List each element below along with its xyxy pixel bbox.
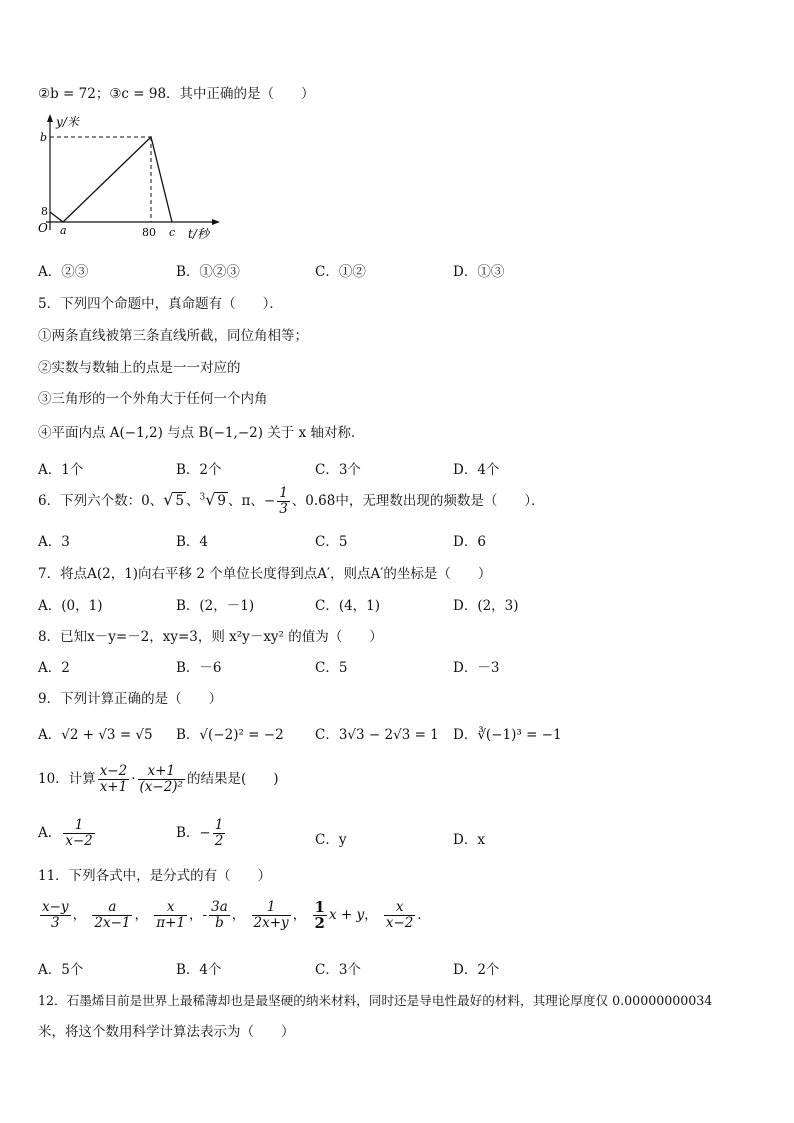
- q9-option-d[interactable]: D．∛(−1)³ = −1: [453, 727, 562, 743]
- q5-item-4: ④平面内点 A(−1,2) 与点 B(−1,−2) 关于 x 轴对称．: [38, 425, 365, 441]
- graph-line: [50, 137, 172, 222]
- q4-distance-time-graph: [36, 112, 226, 242]
- fraction-x-2-over-x+1: $\frac{x-2}{x+1}$: [99, 763, 128, 795]
- q7-option-b[interactable]: B．(2，－1): [176, 598, 255, 614]
- q11-expressions: $\frac{x-y}{3}$ ， $\frac{a}{2x-1}$ ， $\frac{x}{\pi+1}$ ，- $\frac{3a}{b}$ ， $\frac{1}{2x+y}$ ， $\frac{1}{2}$ x + y， $\frac{x}{x-2}$ ．: [42, 898, 431, 932]
- cbrt9: √ 9: [205, 490, 227, 509]
- fraction-x+1-over-x-2-squared: $\frac{x+1}{\text{(x−2)²}}$: [139, 763, 183, 795]
- q10-options: [38, 818, 738, 854]
- q7-option-c[interactable]: C．(4，1): [315, 598, 381, 614]
- q9-option-b[interactable]: B．√(−2)² = −2: [176, 727, 284, 743]
- q12-stem-line2: 米，将这个数用科学计算法表示为（ ）: [38, 1024, 295, 1040]
- q9-option-c[interactable]: C．3√3 − 2√3 = 1: [315, 727, 439, 743]
- y-axis-label: y/米: [56, 115, 79, 129]
- q9-options: [38, 723, 738, 741]
- q8-stem: 8．已知x－y=－2，xy=3，则 x²y－xy² 的值为（ ）: [38, 629, 383, 645]
- q5-options: [38, 458, 738, 476]
- q10-stem-suffix: 的结果是( ): [186, 771, 279, 787]
- q6-option-a[interactable]: A．3: [38, 534, 70, 550]
- q4-option-a[interactable]: A．②③: [38, 264, 89, 280]
- q6-stem: 6．下列六个数：0、√ 5 、$^3$√ 9 、π、− $\frac{1}{3}$ 、0.6̇8̇中，无理数出现的频数是（ ）．: [38, 485, 545, 517]
- q8-option-a[interactable]: A．2: [38, 660, 70, 676]
- x-axis-arrow: [212, 219, 220, 225]
- origin-label: O: [38, 221, 48, 235]
- q4-option-d[interactable]: D．①③: [453, 264, 505, 280]
- q8-option-d[interactable]: D．－3: [453, 660, 500, 676]
- q6-options: [38, 530, 738, 548]
- q12-stem-line1: 12．石墨烯目前是世界上最稀薄却也是最坚硬的纳米材料，同时还是导电性最好的材料，其理论厚度仅 0.00000000034: [38, 993, 713, 1008]
- q4-options: [38, 260, 738, 278]
- y-tick-8: 8: [41, 205, 48, 218]
- q11-options: [38, 958, 738, 976]
- x-tick-80: 80: [142, 226, 156, 239]
- q7-stem: 7．将点A(2，1)向右平移 2 个单位长度得到点A′，则点A′的坐标是（ ）: [38, 566, 492, 582]
- q4-option-c[interactable]: C．①②: [315, 264, 366, 280]
- q10-option-d[interactable]: D．x: [453, 832, 485, 848]
- fraction-1-3: $\frac{1}{3}$: [279, 485, 288, 517]
- q7-option-d[interactable]: D．(2，3): [453, 598, 519, 614]
- q10-stem-prefix: 10．计算: [38, 771, 96, 787]
- x-tick-a: a: [60, 224, 67, 237]
- y-axis-arrow: [47, 114, 53, 122]
- q9-stem: 9．下列计算正确的是（ ）: [38, 691, 223, 707]
- q11-option-a[interactable]: A．5个: [38, 962, 84, 978]
- q10-option-a[interactable]: A． $\frac{1}{x-2}$: [38, 817, 93, 849]
- y-tick-b: b: [40, 131, 48, 144]
- q6-stem-prefix: 6．下列六个数：0、: [38, 493, 164, 509]
- q7-option-a[interactable]: A．(0，1): [38, 598, 103, 614]
- q6-option-d[interactable]: D．6: [453, 534, 486, 550]
- q11-option-b[interactable]: B．4个: [176, 962, 222, 978]
- q5-option-c[interactable]: C．3个: [315, 462, 361, 478]
- x-axis-label: t/秒: [188, 227, 209, 241]
- q5-stem: 5．下列四个命题中，真命题有（ ）．: [38, 296, 283, 312]
- q6-stem-suffix: 、0.6̇8̇中，无理数出现的频数是（ ）．: [291, 493, 545, 509]
- q5-item-1: ①两条直线被第三条直线所截，同位角相等；: [38, 328, 308, 344]
- q5-option-b[interactable]: B．2个: [176, 462, 222, 478]
- q8-options: [38, 656, 738, 674]
- q11-option-c[interactable]: C．3个: [315, 962, 361, 978]
- q6-option-b[interactable]: B．4: [176, 534, 209, 550]
- q6-stem-mid: 、π、−: [228, 493, 276, 509]
- q5-option-d[interactable]: D．4个: [453, 462, 500, 478]
- q5-option-a[interactable]: A．1个: [38, 462, 84, 478]
- q11-stem: 11．下列各式中，是分式的有（ ）: [38, 868, 272, 884]
- q5-item-2: ②实数与数轴上的点是一一对应的: [38, 360, 241, 376]
- x-tick-c: c: [169, 226, 176, 239]
- q8-option-b[interactable]: B．－6: [176, 660, 222, 676]
- q7-options: [38, 594, 738, 612]
- q6-option-c[interactable]: C．5: [315, 534, 348, 550]
- sqrt5: √ 5: [163, 490, 184, 509]
- q11-option-d[interactable]: D．2个: [453, 962, 500, 978]
- q5-item-3: ③三角形的一个外角大于任何一个内角: [38, 391, 268, 407]
- q9-option-a[interactable]: A．√2 + √3 = √5: [38, 727, 153, 743]
- q10-stem: 10．计算 $\frac{x-2}{x+1}$ · $\frac{x+1}{\text{(x−2)²}}$ 的结果是( ): [38, 763, 279, 795]
- q10-option-b[interactable]: B．− $\frac{1}{2}$: [176, 817, 224, 849]
- q4-option-b[interactable]: B．①②③: [176, 264, 240, 280]
- q8-option-c[interactable]: C．5: [315, 660, 348, 676]
- q4-stem-tail: ②b = 72；③c = 98．其中正确的是（ ）: [38, 86, 315, 102]
- q10-option-c[interactable]: C．y: [315, 832, 347, 848]
